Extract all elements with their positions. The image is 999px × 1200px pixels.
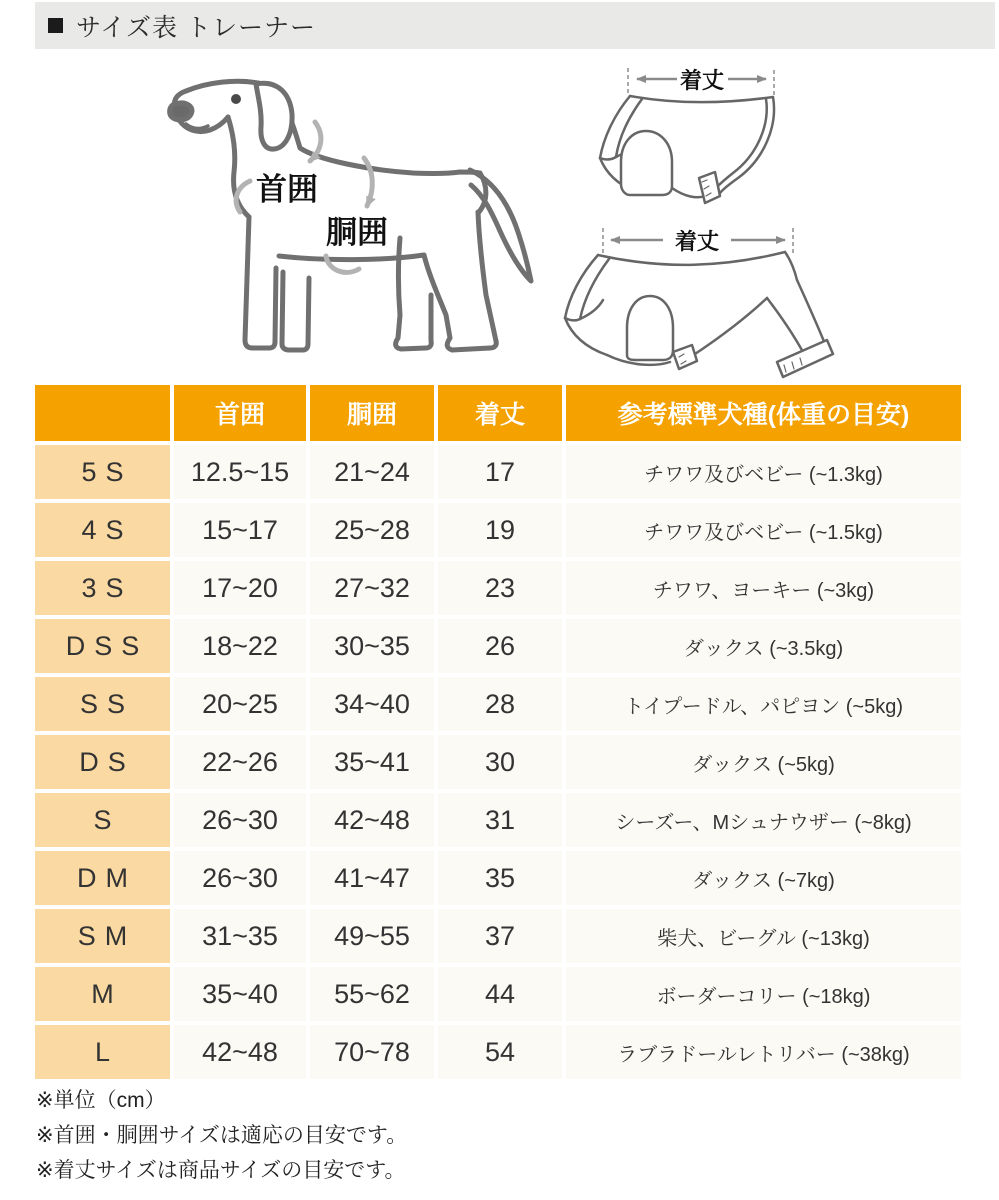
table-row: [35, 1025, 961, 1079]
length-cell: 35: [438, 851, 562, 905]
footnotes: [36, 1083, 407, 1188]
footnote-fit-guide: ※首囲・胴囲サイズは適応の目安です。: [36, 1124, 408, 1147]
breed-cell: シーズー、Mシュナウザー (~8kg): [566, 793, 961, 847]
breed-cell: ラブラドールレトリバー (~38kg): [566, 1025, 961, 1079]
size-cell: 4S: [35, 503, 170, 557]
length-cell: 28: [438, 677, 562, 731]
neck-cell: 18~22: [174, 619, 306, 673]
girth-cell: 25~28: [310, 503, 434, 557]
neck-cell: 35~40: [174, 967, 306, 1021]
neck-cell: 22~26: [174, 735, 306, 789]
footnote-unit: ※単位（cm）: [36, 1089, 166, 1112]
size-table: [31, 381, 965, 1083]
size-cell: DSS: [35, 619, 170, 673]
length-cell: 37: [438, 909, 562, 963]
header-breed: 参考標準犬種(体重の目安): [566, 385, 961, 441]
neck-label: 首囲: [256, 172, 318, 207]
breed-cell: 柴犬、ビーグル (~13kg): [566, 909, 961, 963]
dog-measurement-diagram: [148, 60, 573, 390]
neck-cell: 31~35: [174, 909, 306, 963]
length-cell: 54: [438, 1025, 562, 1079]
length-cell: 19: [438, 503, 562, 557]
girth-cell: 49~55: [310, 909, 434, 963]
breed-cell: ダックス (~5kg): [566, 735, 961, 789]
garment-vest-diagram: [575, 58, 795, 218]
length-cell: 31: [438, 793, 562, 847]
neck-cell: 17~20: [174, 561, 306, 615]
table-row: [35, 445, 961, 499]
table-row: [35, 793, 961, 847]
girth-cell: 21~24: [310, 445, 434, 499]
header-length: 着丈: [438, 385, 562, 441]
neck-cell: 26~30: [174, 851, 306, 905]
size-cell: DM: [35, 851, 170, 905]
garment-suit-diagram: [545, 222, 845, 394]
table-row: [35, 909, 961, 963]
girth-cell: 70~78: [310, 1025, 434, 1079]
table-row: [35, 677, 961, 731]
table-row: [35, 967, 961, 1021]
breed-cell: チワワ、ヨーキー (~3kg): [566, 561, 961, 615]
length-cell: 30: [438, 735, 562, 789]
neck-cell: 42~48: [174, 1025, 306, 1079]
size-cell: L: [35, 1025, 170, 1079]
girth-cell: 41~47: [310, 851, 434, 905]
length-cell: 23: [438, 561, 562, 615]
bullet-square-icon: [48, 18, 63, 33]
neck-cell: 12.5~15: [174, 445, 306, 499]
suit-outline: [565, 252, 833, 377]
table-row: [35, 851, 961, 905]
neck-cell: 26~30: [174, 793, 306, 847]
vest-length-label: 着丈: [679, 68, 725, 93]
length-cell: 26: [438, 619, 562, 673]
title-bar: [35, 2, 995, 49]
table-row: [35, 561, 961, 615]
header-neck: 首囲: [174, 385, 306, 441]
size-cell: 5S: [35, 445, 170, 499]
girth-cell: 42~48: [310, 793, 434, 847]
header-girth: 胴囲: [310, 385, 434, 441]
vest-outline: [600, 96, 774, 203]
neck-cell: 20~25: [174, 677, 306, 731]
size-cell: 3S: [35, 561, 170, 615]
table-row: [35, 619, 961, 673]
breed-cell: トイプードル、パピヨン (~5kg): [566, 677, 961, 731]
size-cell: M: [35, 967, 170, 1021]
table-row: [35, 735, 961, 789]
girth-cell: 34~40: [310, 677, 434, 731]
size-cell: S: [35, 793, 170, 847]
page-title: サイズ表 トレーナー: [76, 13, 316, 42]
girth-cell: 27~32: [310, 561, 434, 615]
breed-cell: チワワ及びベビー (~1.3kg): [566, 445, 961, 499]
suit-length-label: 着丈: [674, 229, 720, 254]
girth-label: 胴囲: [326, 215, 388, 250]
length-cell: 17: [438, 445, 562, 499]
breed-cell: チワワ及びベビー (~1.5kg): [566, 503, 961, 557]
girth-cell: 55~62: [310, 967, 434, 1021]
header-row: [35, 385, 961, 441]
length-cell: 44: [438, 967, 562, 1021]
footnote-length-guide: ※着丈サイズは商品サイズの目安です。: [36, 1159, 406, 1182]
breed-cell: ダックス (~7kg): [566, 851, 961, 905]
breed-cell: ボーダーコリー (~18kg): [566, 967, 961, 1021]
girth-cell: 35~41: [310, 735, 434, 789]
header-blank: [35, 385, 170, 441]
neck-cell: 15~17: [174, 503, 306, 557]
size-cell: SS: [35, 677, 170, 731]
size-cell: DS: [35, 735, 170, 789]
size-cell: SM: [35, 909, 170, 963]
breed-cell: ダックス (~3.5kg): [566, 619, 961, 673]
table-row: [35, 503, 961, 557]
girth-cell: 30~35: [310, 619, 434, 673]
